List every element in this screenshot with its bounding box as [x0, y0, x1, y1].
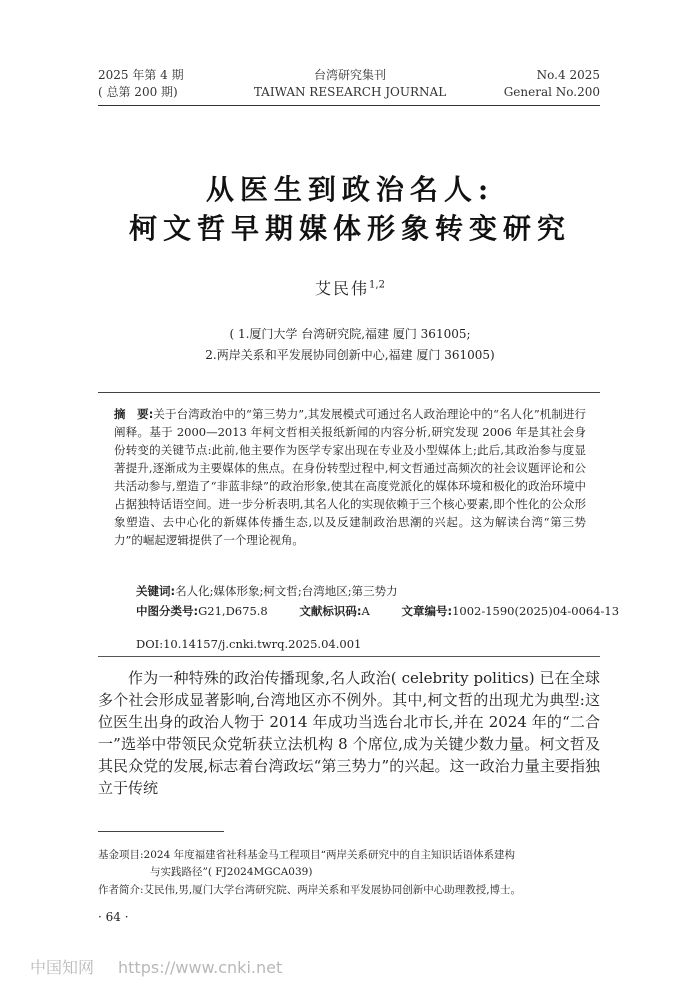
- doi-divider: [98, 656, 600, 657]
- classification-line: [136, 603, 647, 619]
- keywords: [136, 583, 398, 599]
- author-bio-text: 艾民伟,男,厦门大学台湾研究院、两岸关系和平发展协同创新中心助理教授,博士。: [143, 884, 522, 896]
- journal-name-cn: 台湾研究集刊: [313, 68, 386, 82]
- doi: DOI:10.14157/j.cnki.twrq.2025.04.001: [136, 637, 362, 651]
- article-id-label: 文章编号:: [401, 604, 453, 618]
- abstract-label: 摘 要:: [114, 407, 154, 421]
- watermark-logo-text: 中国知网: [30, 958, 95, 977]
- keywords-label: 关键词:: [136, 584, 176, 598]
- fund-note: [98, 847, 608, 863]
- header-right: [504, 67, 600, 101]
- doc-code-value: A: [361, 604, 370, 618]
- author-bio: [98, 882, 608, 898]
- keywords-text: 名人化;媒体形象;柯文哲;台湾地区;第三势力: [175, 584, 398, 598]
- author-bio-label: 作者简介:: [98, 884, 144, 896]
- watermark-url: https://www.cnki.net: [118, 958, 283, 977]
- issue-total: ( 总第 200 期): [98, 85, 178, 99]
- fund-label: 基金项目:: [98, 849, 144, 861]
- abstract: [114, 405, 586, 549]
- article-title-line2: 柯文哲早期媒体形象转变研究: [128, 212, 571, 245]
- footnote-divider: [98, 831, 224, 832]
- fund-text: 2024 年度福建省社科基金马工程项目“两岸关系研究中的自主知识话语体系建构: [143, 849, 515, 861]
- watermark: [30, 955, 306, 978]
- doc-code-label: 文献标识码:: [299, 604, 362, 618]
- affiliation-1: ( 1.厦门大学 台湾研究院,福建 厦门 361005;: [229, 327, 471, 341]
- abstract-divider: [98, 392, 600, 393]
- issue-total-en: General No.200: [503, 85, 600, 99]
- author-line: [0, 276, 700, 299]
- page-number: · 64 ·: [98, 910, 129, 924]
- issue-number: 2025 年第 4 期: [98, 68, 184, 82]
- journal-name-en: TAIWAN RESEARCH JOURNAL: [253, 85, 447, 99]
- fund-note-cont: 与实践路径”( FJ2024MGCA039): [150, 866, 313, 878]
- header-divider: [98, 105, 600, 106]
- body-paragraph: 作为一种特殊的政治传播现象,名人政治( celebrity politics) 已在全球多个社会形成显著影响,台湾地区亦不例外。其中,柯文哲的出现尤为典型:这位医生出身的政治人物于 2014 年成功当选台北市长,并在 2024 年的“二合一”选举中带领民众党斩获立法机构 8 个席位,成为关键少数力量。柯文哲及其民众党的发展,标志着台湾政坛“第三势力”的兴起。这一政治力量主要指独立于传统: [98, 669, 600, 797]
- author-name: 艾民伟: [315, 279, 370, 298]
- affiliation-2: 2.两岸关系和平发展协同创新中心,福建 厦门 361005): [205, 348, 495, 362]
- article-title-line1: 从医生到政治名人:: [205, 173, 495, 206]
- abstract-text: 关于台湾政治中的“第三势力”,其发展模式可通过名人政治理论中的“名人化”机制进行阐释。基于 2000—2013 年柯文哲相关报纸新闻的内容分析,研究发现 2006 年是其社会身份转变的关键节点:此前,他主要作为医学专家出现在专业及小型媒体上;此后,其政治参与度显著提升,逐渐成为主要媒体的焦点。在身份转型过程中,柯文哲通过高频次的社会议题评论和公共活动参与,塑造了“非蓝非绿”的政治形象,使其在高度党派化的媒体环境和极化的政治环境中占据独特话语空间。进一步分析表明,其名人化的实现依赖于三个核心要素,即个性化的公众形象塑造、去中心化的新媒体传播生态,以及反建制政治思潮的兴起。这为解读台湾“第三势力”的崛起逻辑提供了一个理论视角。: [114, 407, 587, 547]
- clc-label: 中图分类号:: [136, 604, 199, 618]
- author-affil-sup: 1,2: [369, 279, 385, 291]
- clc-value: G21,D675.8: [198, 604, 268, 618]
- article-id-value: 1002-1590(2025)04-0064-13: [452, 604, 620, 618]
- issue-number-en: No.4 2025: [536, 68, 600, 82]
